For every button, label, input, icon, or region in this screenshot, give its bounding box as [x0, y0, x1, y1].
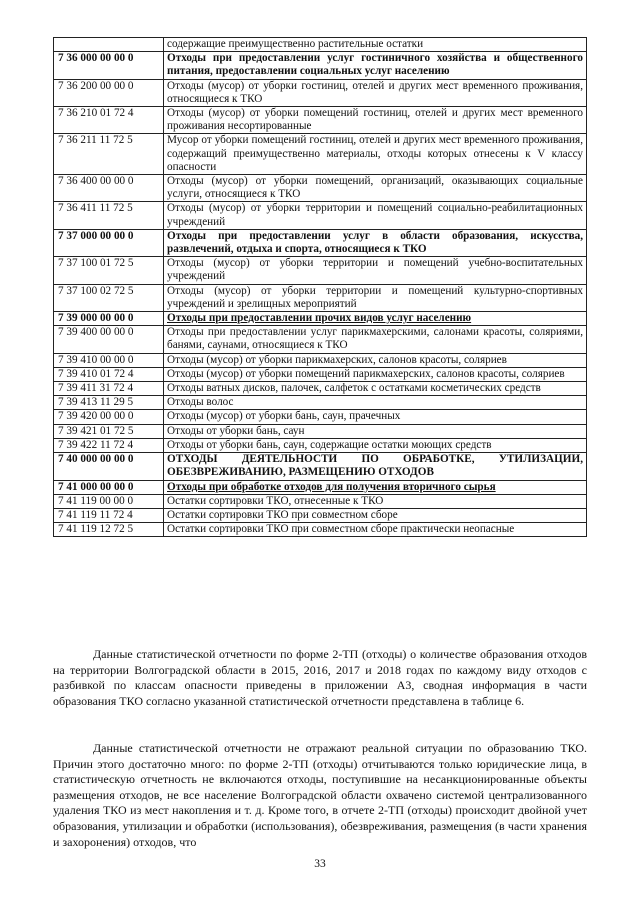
table-row — [54, 410, 587, 424]
waste-description-cell — [164, 438, 587, 452]
waste-code-cell: 7 39 421 01 72 5 — [54, 424, 164, 438]
waste-description-text: содержащие преимущественно растительные остатки — [167, 38, 424, 50]
waste-code-cell: 7 37 100 02 72 5 — [54, 284, 164, 311]
waste-description-cell — [164, 79, 587, 106]
waste-description-text: Отходы (мусор) от уборки бань, саун, прачечных — [167, 410, 401, 423]
waste-code-cell: 7 39 411 31 72 4 — [54, 382, 164, 396]
waste-description-cell — [164, 382, 587, 396]
table-row — [54, 284, 587, 311]
waste-description-text: Отходы при предоставлении услуг гостиничного хозяйства и общественного питания, предоставлении социальных услуг населению — [167, 52, 583, 78]
waste-description-cell — [164, 367, 587, 381]
table-row — [54, 508, 587, 522]
waste-description-cell — [164, 453, 587, 480]
waste-code-cell: 7 37 100 01 72 5 — [54, 257, 164, 284]
waste-description-cell — [164, 38, 587, 52]
waste-code-table-body — [54, 38, 587, 537]
waste-description-cell — [164, 353, 587, 367]
waste-description-cell — [164, 424, 587, 438]
waste-description-text: Отходы (мусор) от уборки территории и помещений социально-реабилитационных учреждений — [167, 202, 583, 228]
waste-code-cell: 7 40 000 00 00 0 — [54, 453, 164, 480]
waste-code-cell: 7 36 400 00 00 0 — [54, 175, 164, 202]
waste-description-cell — [164, 312, 587, 326]
waste-code-cell: 7 36 211 11 72 5 — [54, 134, 164, 175]
waste-description-text: Отходы волос — [167, 396, 234, 409]
waste-description-text: Остатки сортировки ТКО при совместном сборе практически неопасные — [167, 523, 515, 536]
table-row — [54, 382, 587, 396]
waste-code-cell: 7 39 400 00 00 0 — [54, 326, 164, 353]
waste-code-cell: 7 39 413 11 29 5 — [54, 396, 164, 410]
table-row — [54, 494, 587, 508]
waste-description-cell — [164, 52, 587, 79]
waste-description-text: Отходы (мусор) от уборки гостиниц, отелей и других мест временного проживания, относящиеся к ТКО — [167, 79, 583, 105]
paragraph-statistics — [53, 647, 587, 709]
waste-code-cell: 7 36 411 11 72 5 — [54, 202, 164, 229]
waste-description-text: Отходы ватных дисков, палочек, салфеток с остатками косметических средств — [167, 382, 541, 395]
waste-description-cell — [164, 202, 587, 229]
waste-description-cell — [164, 134, 587, 175]
waste-description-text: Отходы от уборки бань, саун, содержащие остатки моющих средств — [167, 438, 492, 451]
waste-description-text: Отходы от уборки бань, саун — [167, 424, 305, 437]
waste-description-text: Мусор от уборки помещений гостиниц, отелей и других мест временного проживания, содержащий преимущественно материалы, отходы которых отнесены к V классу опасности — [167, 134, 583, 173]
waste-description-cell — [164, 523, 587, 537]
paragraph-text: Данные статистической отчетности по форме 2-ТП (отходы) о количестве образования отходов на территории Волгоградской области в 2015, 2016, 2017 и 2018 годах по каждому виду отходов с разбивкой по классам опасности приведены в приложении А3, сводная информация в части образования ТКО согласно указанной статистической отчетности представлена в таблице 6. — [53, 647, 587, 708]
waste-code-cell: 7 37 000 00 00 0 — [54, 229, 164, 256]
waste-code-cell: 7 36 200 00 00 0 — [54, 79, 164, 106]
waste-description-text: Остатки сортировки ТКО, отнесенные к ТКО — [167, 494, 384, 507]
waste-description-text: ОТХОДЫ ДЕЯТЕЛЬНОСТИ ПО ОБРАБОТКЕ, УТИЛИЗАЦИИ, ОБЕЗВРЕЖИВАНИЮ, РАЗМЕЩЕНИЮ ОТХОДОВ — [167, 453, 583, 479]
table-row — [54, 453, 587, 480]
table-row — [54, 438, 587, 452]
waste-description-cell — [164, 494, 587, 508]
waste-description-cell — [164, 284, 587, 311]
waste-description-text: Остатки сортировки ТКО при совместном сборе — [167, 508, 398, 521]
table-row — [54, 38, 587, 52]
table-row — [54, 480, 587, 494]
waste-description-text: Отходы при предоставлении услуг в области образования, искусства, развлечений, отдыха и спорта, относящиеся к ТКО — [167, 229, 583, 256]
waste-description-text: Отходы при предоставлении услуг парикмахерскими, салонами красоты, соляриями, банями, саунами, относящиеся к ТКО — [167, 326, 583, 352]
table-row — [54, 107, 587, 134]
waste-code-cell: 7 39 410 00 00 0 — [54, 353, 164, 367]
waste-description-text: Отходы (мусор) от уборки территории и помещений культурно-спортивных учреждений и зрелищных мероприятий — [167, 284, 583, 310]
waste-code-cell: 7 39 410 01 72 4 — [54, 367, 164, 381]
table-row — [54, 134, 587, 175]
waste-description-cell — [164, 396, 587, 410]
waste-description-cell — [164, 480, 587, 494]
waste-code-cell: 7 41 000 00 00 0 — [54, 480, 164, 494]
waste-code-cell: 7 41 119 00 00 0 — [54, 494, 164, 508]
page-number: 33 — [314, 858, 326, 870]
table-row — [54, 396, 587, 410]
table-row — [54, 229, 587, 256]
waste-description-cell — [164, 326, 587, 353]
waste-description-text: Отходы при обработке отходов для получения вторичного сырья — [167, 480, 496, 493]
waste-description-cell — [164, 229, 587, 256]
waste-code-cell: 7 39 000 00 00 0 — [54, 312, 164, 326]
table-row — [54, 312, 587, 326]
table-row — [54, 523, 587, 537]
waste-description-text: Отходы (мусор) от уборки парикмахерских, салонов красоты, соляриев — [167, 353, 507, 366]
waste-description-text: Отходы (мусор) от уборки помещений, организаций, оказывающих социальные услуги, относящиеся к ТКО — [167, 175, 583, 201]
waste-description-text: Отходы (мусор) от уборки помещений гостиниц, отелей и других мест временного проживания несортированные — [167, 107, 583, 133]
waste-description-cell — [164, 175, 587, 202]
waste-code-cell: 7 36 210 01 72 4 — [54, 107, 164, 134]
table-row — [54, 424, 587, 438]
paragraph-text: Данные статистической отчетности не отражают реальной ситуации по образованию ТКО. Причин этого достаточно много: по форме 2-ТП (отходы) отчитываются только юридические лица, в статистическую отчетность не включаются отходы, поступившие на несанкционированные объекты размещения отходов, не все население Волгоградской области охвачено системой централизованного удаления ТКО из мест накопления и т. д. Кроме того, в отчете 2-ТП (отходы) происходит двойной учет образования, утилизации и обработки (использования), обезвреживания, размещения (в части хранения и захоронения) отходов, что — [53, 741, 587, 849]
waste-description-cell — [164, 257, 587, 284]
waste-description-cell — [164, 508, 587, 522]
waste-description-text: Отходы (мусор) от уборки помещений парикмахерских, салонов красоты, соляриев — [167, 367, 565, 380]
waste-code-cell — [54, 38, 164, 52]
waste-code-cell: 7 41 119 12 72 5 — [54, 523, 164, 537]
waste-description-text: Отходы при предоставлении прочих видов услуг населению — [167, 312, 472, 325]
waste-description-cell — [164, 107, 587, 134]
waste-code-cell: 7 41 119 11 72 4 — [54, 508, 164, 522]
waste-code-cell: 7 39 420 00 00 0 — [54, 410, 164, 424]
table-row — [54, 326, 587, 353]
paragraph-reporting-issues — [53, 741, 587, 850]
table-row — [54, 175, 587, 202]
table-row — [54, 367, 587, 381]
table-row — [54, 52, 587, 79]
table-row — [54, 257, 587, 284]
waste-description-cell — [164, 410, 587, 424]
waste-code-table — [53, 37, 587, 537]
waste-code-cell: 7 36 000 00 00 0 — [54, 52, 164, 79]
table-row — [54, 202, 587, 229]
table-row — [54, 353, 587, 367]
waste-description-text: Отходы (мусор) от уборки территории и помещений учебно-воспитательных учреждений — [167, 257, 583, 283]
table-row — [54, 79, 587, 106]
waste-code-cell: 7 39 422 11 72 4 — [54, 438, 164, 452]
